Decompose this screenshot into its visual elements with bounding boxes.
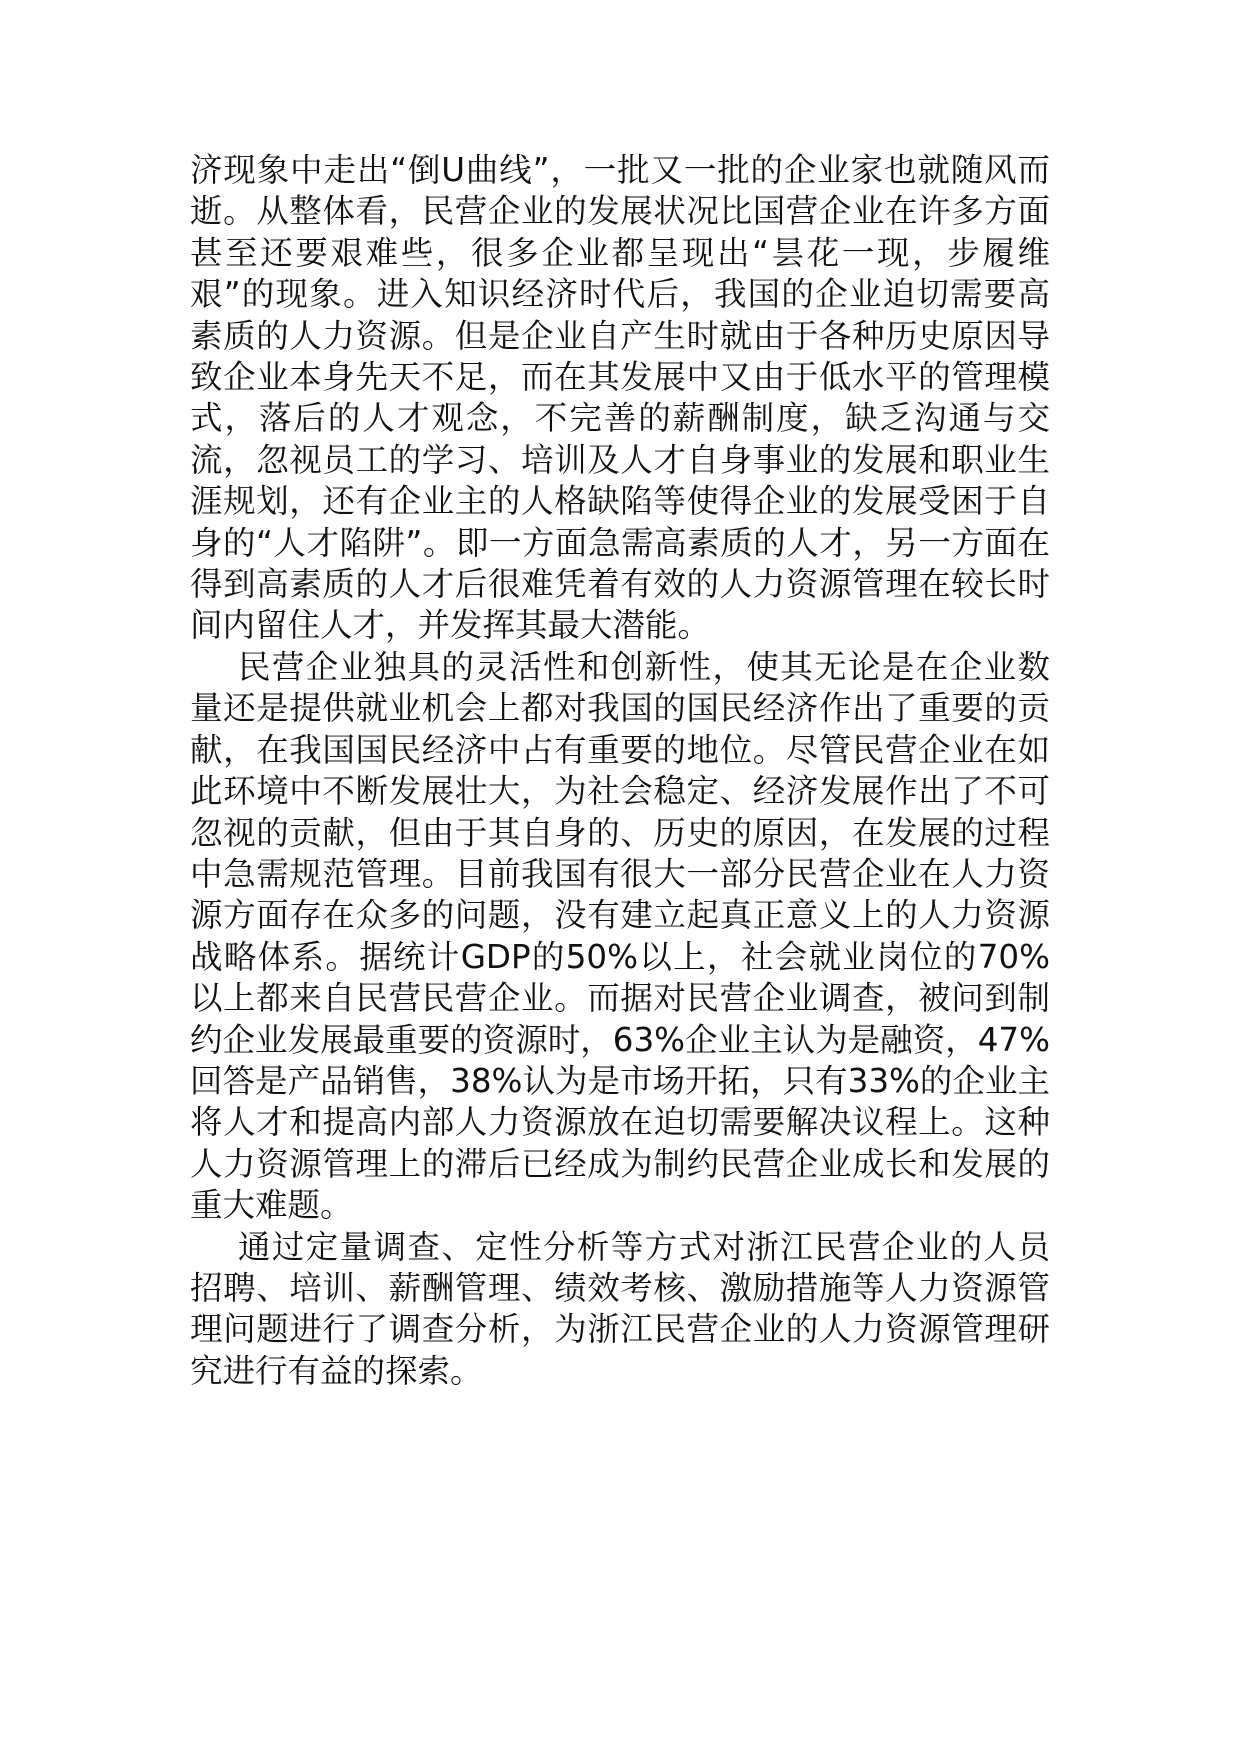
body-text <box>190 150 1050 1392</box>
paragraph-2: 民营企业独具的灵活性和创新性，使其无论是在企业数量还是提供就业机会上都对我国的国民经济作出了重要的贡献，在我国国民经济中占有重要的地位。尽管民营企业在如此环境中不断发展壮大，为社会稳定、经济发展作出了不可忽视的贡献，但由于其自身的、历史的原因，在发展的过程中急需规范管理。目前我国有很大一部分民营企业在人力资源方面存在众多的问题，没有建立起真正意义上的人力资源战略体系。据统计GDP的50%以上，社会就业岗位的70%以上都来自民营民营企业。而据对民营企业调查，被问到制约企业发展最重要的资源时，63%企业主认为是融资，47%回答是产品销售，38%认为是市场开拓，只有33%的企业主将人才和提高内部人力资源放在迫切需要解决议程上。这种人力资源管理上的滞后已经成为制约民营企业成长和发展的重大难题。 <box>190 647 1050 1225</box>
paragraph-3: 通过定量调查、定性分析等方式对浙江民营企业的人员招聘、培训、薪酬管理、绩效考核、激励措施等人力资源管理问题进行了调查分析，为浙江民营企业的人力资源管理研究进行有益的探索。 <box>190 1227 1050 1390</box>
paragraph-1: 济现象中走出“倒U曲线”，一批又一批的企业家也就随风而逝。从整体看，民营企业的发展状况比国营企业在许多方面甚至还要艰难些，很多企业都呈现出“昙花一现，步履维艰”的现象。进入知识经济时代后，我国的企业迫切需要高素质的人力资源。但是企业自产生时就由于各种历史原因导致企业本身先天不足，而在其发展中又由于低水平的管理模式，落后的人才观念，不完善的薪酬制度，缺乏沟通与交流，忽视员工的学习、培训及人才自身事业的发展和职业生涯规划，还有企业主的人格缺陷等使得企业的发展受困于自身的“人才陷阱”。即一方面急需高素质的人才，另一方面在得到高素质的人才后很难凭着有效的人力资源管理在较长时间内留住人才，并发挥其最大潜能。 <box>190 151 1050 645</box>
